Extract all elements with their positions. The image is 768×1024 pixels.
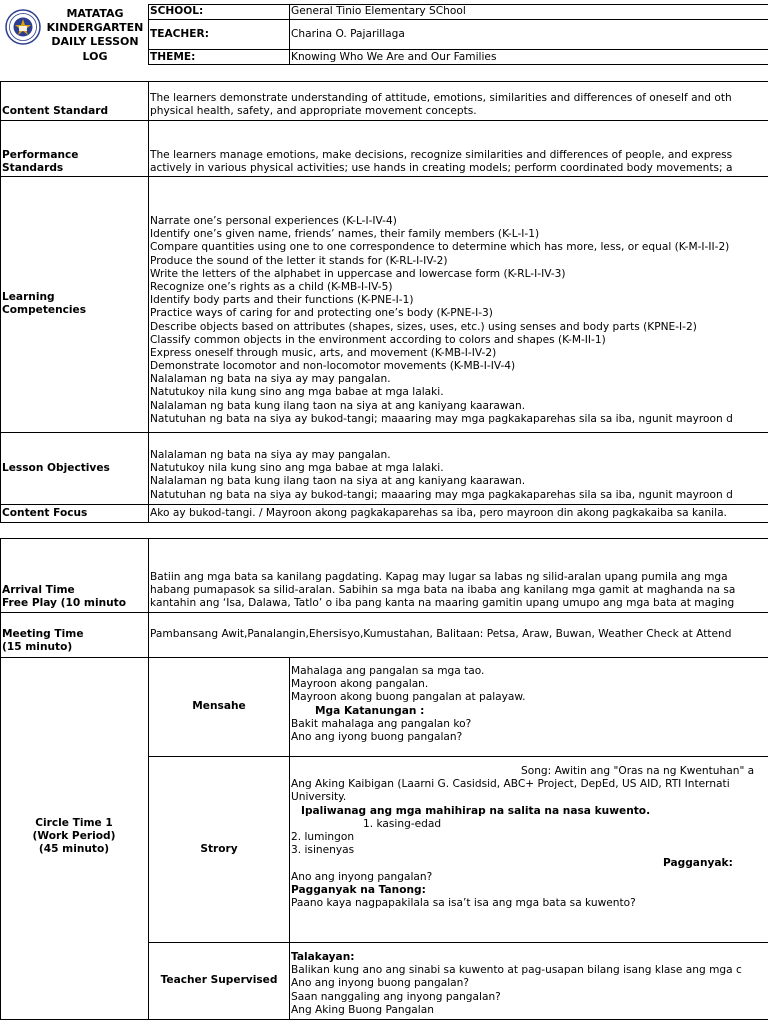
arrival-time-text — [150, 571, 735, 611]
competency-item: Express oneself through music, arts, and movement (K-MB-I-IV-2) — [150, 346, 497, 359]
school-value: General Tinio Elementary SChool — [291, 5, 466, 17]
circle-time-label — [0, 817, 148, 857]
dll-title — [42, 7, 148, 64]
arrival-time-label — [2, 584, 126, 610]
content-standard-line: The learners demonstrate understanding of attitude, emotions, similarities and differences of oneself and oth — [150, 92, 732, 104]
teacher-label: TEACHER: — [150, 28, 209, 40]
competencies-label-line: Learning — [2, 291, 55, 303]
competency-item: Demonstrate locomotor and non-locomotor movements (K-MB-I-IV-4) — [150, 360, 516, 373]
competency-item: Produce the sound of the letter it stands for (K-RL-I-IV-2) — [150, 254, 448, 267]
meeting-time-text: Pambansang Awit,Panalangin,Ehersisyo,Kumustahan, Balitaan: Petsa, Araw, Buwan, Weather Check at Attend — [150, 628, 732, 640]
competency-item: Natutukoy nila kung sino ang mga babae at mga lalaki. — [150, 386, 444, 399]
teacher-supervised-label: Teacher Supervised — [160, 974, 278, 986]
dll-title-line: KINDERGARTEN — [46, 21, 144, 35]
arrival-label-line: Free Play (10 minuto — [2, 597, 127, 610]
lesson-objectives-label: Lesson Objectives — [2, 462, 110, 474]
objective-item: Natutuhan ng bata na siya ay bukod-tangi; maaaring may mga pagkakaparehas sila sa iba, ngunit mayroon d — [150, 488, 733, 501]
performance-standards-text — [150, 149, 733, 175]
talakayan-content — [291, 951, 742, 1017]
talakayan-line: Balikan kung ano ang sinabi sa kuwento at pag-usapan bilang isang klase ang mga c — [291, 964, 742, 977]
performance-line: The learners manage emotions, make decisions, recognize similarities and differences of people, and express — [150, 149, 733, 161]
competency-item: Recognize one’s rights as a child (K-MB-I-IV-5) — [150, 280, 393, 293]
mensahe-question: Bakit mahalaga ang pangalan ko? — [291, 717, 472, 730]
performance-label-line: Performance — [2, 149, 79, 161]
theme-value: Knowing Who We Are and Our Families — [291, 51, 497, 63]
circle-label-line: (Work Period) — [32, 830, 116, 843]
mensahe-label: Mensahe — [192, 700, 246, 712]
teacher-value: Charina O. Pajarillaga — [291, 28, 405, 40]
objective-item: Natutukoy nila kung sino ang mga babae at mga lalaki. — [150, 462, 444, 475]
story-word: 2. lumingon — [291, 830, 355, 843]
theme-label: THEME: — [150, 51, 196, 63]
talakayan-line: Saan nanggaling ang inyong pangalan? — [291, 990, 501, 1003]
meeting-label-line: (15 minuto) — [2, 641, 73, 654]
meeting-time-label — [2, 628, 84, 654]
competency-item: Identify body parts and their functions (K-PNE-I-1) — [150, 294, 414, 307]
competency-item: Compare quantities using one to one correspondence to determine which has more, less, or equal (K-M-I-II-2) — [150, 241, 730, 254]
deped-seal-logo — [5, 8, 41, 46]
content-standard-line: physical health, safety, and appropriate movement concepts. — [150, 105, 477, 118]
story-song: Song: Awitin ang "Oras na ng Kwentuhan" a — [521, 765, 755, 777]
competency-item: Practice ways of caring for and protecting one’s body (K-PNE-I-3) — [150, 307, 493, 320]
story-content — [291, 765, 768, 910]
circle-label-line: Circle Time 1 — [35, 817, 113, 829]
content-standard-text — [150, 92, 732, 118]
content-focus-text: Ako ay bukod-tangi. / Mayroon akong pagkakaparehas sa iba, pero mayroon din akong pagkakaiba sa kanila. — [150, 507, 727, 519]
story-tanong-heading: Pagganyak na Tanong: — [291, 883, 426, 896]
story-word: 1. kasing-edad — [363, 817, 442, 830]
arrival-line: kantahin ang ‘Isa, Dalawa, Tatlo’ o iba pang kanta na maaring gamitin upang umupo ang mga bata at maging — [150, 597, 735, 610]
competency-item: Natutuhan ng bata na siya ay bukod-tangi; maaaring may mga pagkakaparehas sila sa iba, ngunit mayroon d — [150, 412, 733, 425]
story-label: Strory — [200, 843, 238, 855]
talakayan-line: Ang Aking Buong Pangalan — [291, 1003, 434, 1016]
dll-title-line: MATATAG — [66, 7, 124, 20]
arrival-line: habang pumapasok sa silid-aralan. Sabihin sa mga bata na ibaba ang kanilang mga gamit at maghanda na sa — [150, 584, 736, 597]
performance-line: actively in various physical activities; use hands in creating models; perform coordinated body movements; a — [150, 162, 733, 175]
story-words-heading: Ipaliwanag ang mga mahihirap na salita na nasa kuwento. — [301, 804, 651, 817]
competency-item: Narrate one’s personal experiences (K-L-I-IV-4) — [150, 215, 397, 227]
learning-competencies-list — [150, 215, 733, 426]
competency-item: Describe objects based on attributes (shapes, sizes, uses, etc.) using senses and body parts (KPNE-I-2) — [150, 320, 697, 333]
performance-label-line: Standards — [2, 162, 64, 175]
competency-item: Classify common objects in the environment according to colors and shapes (K-M-II-1) — [150, 333, 606, 346]
mensahe-question: Ano ang iyong buong pangalan? — [291, 730, 463, 743]
content-focus-label: Content Focus — [2, 507, 88, 519]
competency-item: Nalalaman ng bata kung ilang taon na siya at ang kaniyang kaarawan. — [150, 399, 526, 412]
dll-title-line: LOG — [82, 49, 108, 63]
objective-item: Nalalaman ng bata kung ilang taon na siya at ang kaniyang kaarawan. — [150, 475, 526, 488]
school-label: SCHOOL: — [150, 5, 204, 17]
competencies-label-line: Competencies — [2, 304, 87, 317]
mensahe-line: Mayroon akong pangalan. — [291, 678, 429, 691]
performance-standards-label — [2, 149, 78, 175]
story-source-line: Ang Aking Kaibigan (Laarni G. Casidsid, ABC+ Project, DepEd, US AID, RTI Internati — [291, 778, 730, 791]
story-pagganyak: Pagganyak: — [663, 857, 733, 870]
talakayan-heading: Talakayan: — [291, 951, 355, 963]
competency-item: Identify one’s given name, friends’ names, their family members (K-L-I-1) — [150, 228, 540, 241]
content-standard-label: Content Standard — [2, 105, 109, 117]
story-source-line: University. — [291, 791, 347, 804]
mensahe-line: Mayroon akong buong pangalan at palayaw. — [291, 691, 526, 704]
mensahe-questions-heading: Mga Katanungan : — [315, 704, 425, 717]
objective-item: Nalalaman ng bata na siya ay may pangalan. — [150, 449, 391, 461]
competency-item: Nalalaman ng bata na siya ay may pangalan. — [150, 373, 391, 386]
lesson-objectives-list — [150, 449, 733, 502]
talakayan-line: Ano ang inyong buong pangalan? — [291, 977, 469, 990]
story-question: Ano ang inyong pangalan? — [291, 870, 433, 883]
story-question: Paano kaya nagpapakilala sa isa’t isa ang mga bata sa kuwento? — [291, 896, 636, 909]
arrival-line: Batiin ang mga bata sa kanilang pagdating. Kapag may lugar sa labas ng silid-aralan upang pumila ang mga — [150, 571, 728, 583]
mensahe-content — [291, 665, 525, 744]
arrival-label-line: Arrival Time — [2, 584, 75, 596]
learning-competencies-label — [2, 291, 86, 317]
competency-item: Write the letters of the alphabet in uppercase and lowercase form (K-RL-I-IV-3) — [150, 267, 566, 280]
dll-title-line: DAILY LESSON — [51, 35, 139, 49]
story-word: 3. isinenyas — [291, 844, 355, 857]
mensahe-line: Mahalaga ang pangalan sa mga tao. — [291, 665, 485, 677]
circle-label-line: (45 minuto) — [38, 843, 110, 856]
meeting-label-line: Meeting Time — [2, 628, 84, 640]
